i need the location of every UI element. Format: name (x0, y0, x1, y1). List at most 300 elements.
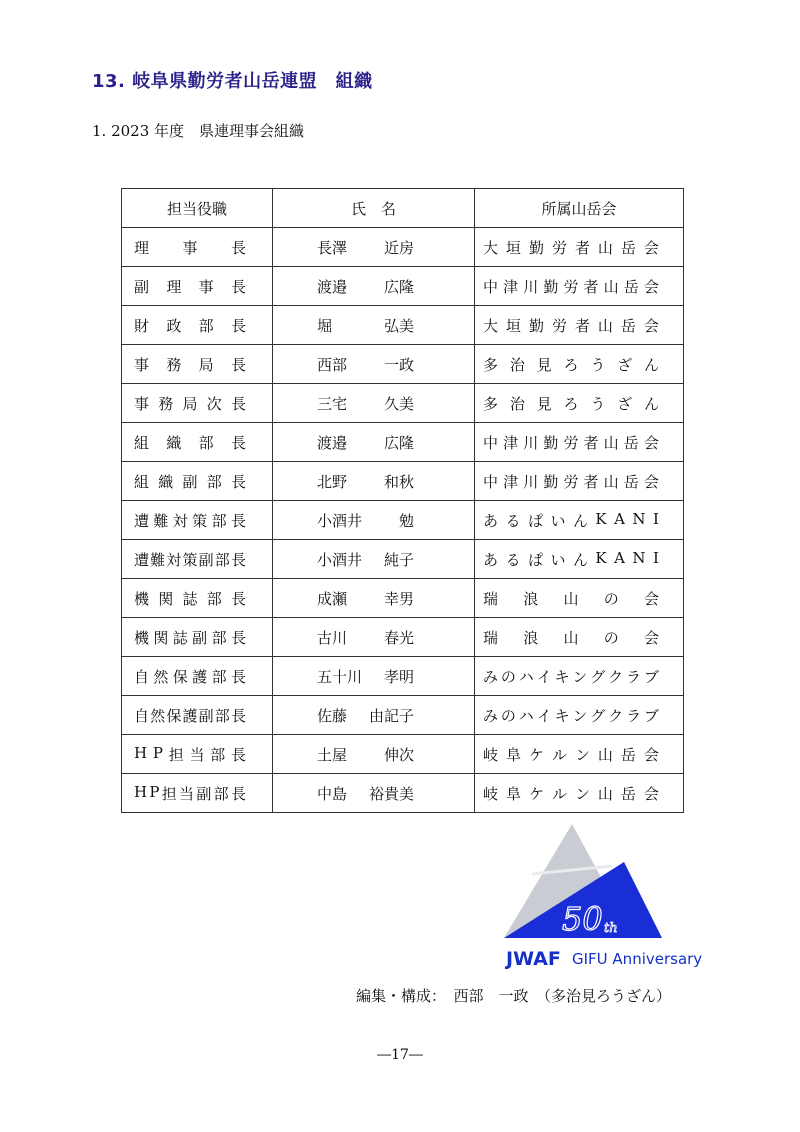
header-role: 担当役職 (122, 189, 273, 228)
table-row (122, 267, 684, 306)
role-glyph: 護 (182, 706, 198, 725)
role-glyph: 長 (230, 277, 246, 296)
logo-org-name: JWAF (506, 948, 561, 970)
club-glyph: N (632, 548, 646, 567)
cell-role (122, 657, 273, 696)
name-glyph: 純子 (383, 550, 414, 569)
role-glyph: P (152, 743, 163, 762)
cell-club (475, 579, 684, 618)
club-text (475, 315, 683, 336)
subtitle: 1. 2023 年度 県連理事会組織 (92, 122, 305, 140)
club-glyph: イ (536, 667, 552, 686)
club-glyph: 会 (643, 316, 659, 335)
club-glyph: ル (551, 745, 567, 764)
club-glyph: み (483, 667, 499, 686)
club-glyph: の (603, 628, 619, 647)
name-glyph: 広隆 (383, 277, 414, 296)
role-glyph: 副 (192, 628, 208, 647)
name-glyph: 久美 (383, 394, 414, 413)
role-glyph: H (134, 743, 148, 762)
table-row (122, 735, 684, 774)
club-glyph: 瑞 (483, 628, 499, 647)
name-glyph: 三宅 (317, 394, 348, 413)
club-glyph: 岳 (620, 238, 636, 257)
name-glyph: 北野 (317, 472, 348, 491)
cell-role (122, 462, 273, 501)
role-text (122, 237, 272, 258)
club-glyph: ル (551, 784, 567, 803)
table-body (122, 228, 684, 813)
name-text (273, 549, 474, 570)
club-glyph: 山 (597, 745, 613, 764)
cell-club (475, 384, 684, 423)
role-glyph: 護 (192, 667, 208, 686)
club-glyph: グ (590, 706, 606, 725)
cell-club (475, 267, 684, 306)
club-glyph: 労 (563, 433, 579, 452)
club-glyph: 山 (597, 316, 613, 335)
role-glyph: 誌 (172, 628, 188, 647)
role-glyph: 遭 (134, 550, 150, 569)
club-text (475, 666, 683, 687)
name-text (273, 510, 474, 531)
club-glyph: 垣 (505, 316, 521, 335)
logo-badge-suffix: th (604, 921, 618, 936)
club-glyph: ケ (528, 784, 544, 803)
role-glyph: 政 (166, 316, 182, 335)
name-glyph: 広隆 (383, 433, 414, 452)
club-glyph: 労 (551, 316, 567, 335)
club-glyph: 会 (643, 433, 659, 452)
club-glyph: の (603, 589, 619, 608)
role-glyph: 織 (158, 472, 174, 491)
club-glyph: 阜 (505, 784, 521, 803)
role-text (122, 627, 272, 648)
table-header-row (122, 189, 684, 228)
club-glyph: 津 (503, 472, 519, 491)
cell-name (273, 774, 475, 813)
name-glyph: 裕貴美 (368, 784, 414, 803)
table-row (122, 657, 684, 696)
table-row (122, 384, 684, 423)
role-glyph: 組 (134, 472, 150, 491)
role-glyph: 長 (230, 238, 246, 257)
role-glyph: 誌 (182, 589, 198, 608)
role-glyph: 長 (230, 706, 246, 725)
name-glyph: 和秋 (383, 472, 414, 491)
club-glyph: あ (483, 511, 499, 530)
club-glyph: 山 (603, 277, 619, 296)
cell-name (273, 228, 475, 267)
table-row (122, 345, 684, 384)
role-glyph: P (149, 782, 160, 801)
cell-club (475, 345, 684, 384)
role-text (122, 393, 272, 414)
role-glyph: 難 (150, 550, 166, 569)
club-glyph: 多 (483, 355, 499, 374)
cell-role (122, 306, 273, 345)
cell-club (475, 735, 684, 774)
name-glyph: 春光 (383, 628, 414, 647)
club-glyph: ブ (643, 706, 659, 725)
name-glyph: 佐藤 (317, 706, 348, 725)
club-glyph: ん (643, 394, 659, 413)
role-glyph: 保 (172, 667, 188, 686)
name-glyph: 一政 (383, 355, 414, 374)
name-text (273, 744, 474, 765)
club-glyph: 中 (483, 433, 499, 452)
cell-name (273, 618, 475, 657)
role-glyph: 長 (230, 355, 246, 374)
club-glyph: I (653, 548, 659, 567)
role-glyph: 長 (230, 550, 246, 569)
role-text (122, 471, 272, 492)
role-text (122, 783, 272, 804)
club-glyph: ケ (528, 745, 544, 764)
name-text (273, 588, 474, 609)
club-glyph: ざ (617, 394, 633, 413)
role-glyph: 部 (210, 745, 226, 764)
role-text (122, 276, 272, 297)
club-text (475, 588, 683, 609)
club-glyph: ラ (626, 706, 642, 725)
name-glyph: 土屋 (317, 745, 348, 764)
cell-role (122, 540, 273, 579)
club-glyph: ろ (563, 355, 579, 374)
club-glyph: う (590, 394, 606, 413)
name-glyph: 伸次 (383, 745, 414, 764)
name-glyph: 弘美 (383, 316, 414, 335)
role-glyph: 策 (192, 511, 208, 530)
role-glyph: 長 (230, 784, 246, 803)
role-glyph: 関 (153, 628, 169, 647)
club-glyph: 見 (536, 394, 552, 413)
role-glyph: 関 (158, 589, 174, 608)
cell-name (273, 657, 475, 696)
name-glyph: 長澤 (317, 238, 348, 257)
club-text (475, 471, 683, 492)
role-glyph: 担 (168, 745, 184, 764)
role-glyph: 次 (206, 394, 222, 413)
club-glyph: 労 (551, 238, 567, 257)
club-glyph: ぱ (527, 511, 543, 530)
role-glyph: 部 (214, 706, 230, 725)
cell-name (273, 696, 475, 735)
role-text (122, 354, 272, 375)
name-text (273, 627, 474, 648)
club-glyph: ブ (643, 667, 659, 686)
club-glyph: 川 (523, 277, 539, 296)
cell-role (122, 501, 273, 540)
table-row (122, 501, 684, 540)
name-glyph: 渡邉 (317, 277, 348, 296)
club-glyph: い (550, 550, 566, 569)
club-glyph: ハ (518, 667, 534, 686)
cell-role (122, 345, 273, 384)
club-glyph: ろ (563, 394, 579, 413)
club-glyph: の (500, 667, 516, 686)
club-glyph: 山 (597, 238, 613, 257)
role-glyph: 事 (134, 394, 150, 413)
role-glyph: 担 (161, 784, 177, 803)
name-text (273, 666, 474, 687)
role-glyph: 部 (213, 784, 229, 803)
name-text (273, 705, 474, 726)
role-glyph: 当 (179, 784, 195, 803)
club-glyph: キ (554, 706, 570, 725)
club-glyph: 中 (483, 277, 499, 296)
club-glyph: み (483, 706, 499, 725)
club-text (475, 393, 683, 414)
role-glyph: 務 (166, 355, 182, 374)
role-glyph: 部 (211, 667, 227, 686)
club-text (475, 783, 683, 804)
table-row (122, 696, 684, 735)
role-glyph: 副 (134, 277, 150, 296)
name-glyph: 孝明 (383, 667, 414, 686)
role-glyph: 対 (166, 550, 182, 569)
club-glyph: 会 (643, 238, 659, 257)
club-glyph: 労 (563, 277, 579, 296)
name-glyph: 五十川 (317, 667, 363, 686)
club-glyph: ん (643, 355, 659, 374)
club-glyph: ン (572, 667, 588, 686)
cell-name (273, 345, 475, 384)
role-text (122, 315, 272, 336)
club-glyph: グ (590, 667, 606, 686)
role-glyph: 遭 (134, 511, 150, 530)
club-glyph: 浪 (523, 589, 539, 608)
club-text (475, 510, 683, 531)
name-text (273, 354, 474, 375)
jwaf-50th-logo (502, 822, 722, 972)
role-glyph: 部 (211, 511, 227, 530)
cell-role (122, 423, 273, 462)
role-glyph: 局 (198, 355, 214, 374)
club-glyph: 治 (509, 355, 525, 374)
club-glyph: 浪 (523, 628, 539, 647)
club-glyph: 多 (483, 394, 499, 413)
cell-role (122, 696, 273, 735)
name-text (273, 237, 474, 258)
role-glyph: 務 (158, 394, 174, 413)
club-glyph: 岳 (620, 745, 636, 764)
role-glyph: 対 (172, 511, 188, 530)
club-glyph: 会 (643, 472, 659, 491)
role-text (122, 666, 272, 687)
role-glyph: 自 (134, 706, 150, 725)
club-glyph: 岳 (623, 472, 639, 491)
role-text (122, 705, 272, 726)
club-glyph: 勤 (528, 316, 544, 335)
role-glyph: 部 (206, 589, 222, 608)
club-glyph: 川 (523, 472, 539, 491)
cell-role (122, 579, 273, 618)
club-glyph: 会 (643, 745, 659, 764)
role-glyph: 長 (230, 589, 246, 608)
role-glyph: 理 (166, 277, 182, 296)
club-glyph: ん (572, 550, 588, 569)
club-glyph: 者 (583, 472, 599, 491)
club-glyph: 岳 (623, 433, 639, 452)
club-glyph: ん (572, 511, 588, 530)
role-glyph: 長 (230, 433, 246, 452)
club-glyph: 勤 (528, 238, 544, 257)
role-glyph: 長 (230, 472, 246, 491)
cell-club (475, 618, 684, 657)
header-club: 所属山岳会 (475, 189, 684, 228)
cell-club (475, 228, 684, 267)
club-glyph: 者 (574, 238, 590, 257)
role-glyph: 事 (134, 355, 150, 374)
club-glyph: 大 (483, 316, 499, 335)
role-glyph: 財 (134, 316, 150, 335)
club-glyph: 岐 (483, 745, 499, 764)
club-text (475, 237, 683, 258)
club-glyph: A (614, 548, 625, 567)
club-glyph: ン (574, 784, 590, 803)
club-glyph: 会 (643, 589, 659, 608)
cell-role (122, 267, 273, 306)
cell-name (273, 735, 475, 774)
name-glyph: 小酒井 (317, 511, 363, 530)
cell-role (122, 618, 273, 657)
logo-badge-number: 50 (562, 900, 603, 938)
club-glyph: 者 (574, 316, 590, 335)
logo-caption: GIFU Anniversary (572, 950, 703, 968)
cell-name (273, 540, 475, 579)
table-row (122, 306, 684, 345)
cell-club (475, 306, 684, 345)
table-row (122, 423, 684, 462)
name-glyph: 幸男 (383, 589, 414, 608)
name-glyph: 堀 (317, 316, 333, 335)
cell-club (475, 696, 684, 735)
club-glyph: る (505, 550, 521, 569)
role-glyph: 機 (134, 628, 150, 647)
club-text (475, 276, 683, 297)
role-glyph: 局 (182, 394, 198, 413)
role-glyph: 事 (182, 238, 198, 257)
club-glyph: る (505, 511, 521, 530)
club-glyph: 者 (583, 277, 599, 296)
club-glyph: ラ (626, 667, 642, 686)
club-glyph: 会 (643, 277, 659, 296)
role-glyph: 長 (230, 394, 246, 413)
cell-name (273, 462, 475, 501)
cell-name (273, 501, 475, 540)
cell-club (475, 540, 684, 579)
table-row (122, 228, 684, 267)
club-text (475, 432, 683, 453)
role-text (122, 549, 272, 570)
cell-name (273, 579, 475, 618)
section-title: 13. 岐阜県勤労者山岳連盟 組織 (92, 71, 373, 92)
club-glyph: の (500, 706, 516, 725)
club-glyph: 山 (563, 589, 579, 608)
club-glyph: K (595, 509, 607, 528)
club-glyph: 阜 (505, 745, 521, 764)
club-glyph: 山 (597, 784, 613, 803)
club-glyph: 会 (643, 784, 659, 803)
club-text (475, 705, 683, 726)
club-glyph: 労 (563, 472, 579, 491)
cell-role (122, 735, 273, 774)
role-glyph: 部 (198, 433, 214, 452)
name-glyph: 中島 (317, 784, 348, 803)
role-glyph: 然 (153, 667, 169, 686)
role-text (122, 510, 272, 531)
role-text (122, 744, 272, 765)
club-text (475, 627, 683, 648)
name-text (273, 783, 474, 804)
club-glyph: ン (574, 745, 590, 764)
cell-role (122, 384, 273, 423)
name-text (273, 315, 474, 336)
table-row (122, 618, 684, 657)
club-glyph: 中 (483, 472, 499, 491)
cell-club (475, 501, 684, 540)
club-glyph: 者 (583, 433, 599, 452)
club-glyph: 山 (603, 472, 619, 491)
club-glyph: 治 (509, 394, 525, 413)
cell-club (475, 462, 684, 501)
club-glyph: A (614, 509, 625, 528)
club-glyph: 勤 (543, 277, 559, 296)
club-glyph: 大 (483, 238, 499, 257)
table-row (122, 540, 684, 579)
club-text (475, 744, 683, 765)
club-glyph: 津 (503, 433, 519, 452)
cell-club (475, 423, 684, 462)
role-glyph: 難 (153, 511, 169, 530)
club-glyph: 会 (643, 628, 659, 647)
name-glyph: 渡邉 (317, 433, 348, 452)
role-glyph: 部 (214, 550, 230, 569)
role-glyph: 長 (230, 316, 246, 335)
role-glyph: 織 (166, 433, 182, 452)
role-glyph: 部 (211, 628, 227, 647)
club-glyph: I (653, 509, 659, 528)
role-glyph: 長 (230, 667, 246, 686)
header-name: 氏 名 (273, 189, 475, 228)
name-glyph: 由記子 (368, 706, 414, 725)
table-row (122, 462, 684, 501)
role-glyph: 副 (198, 706, 214, 725)
club-text (475, 549, 683, 570)
club-glyph: 勤 (543, 433, 559, 452)
role-glyph: H (134, 782, 148, 801)
role-glyph: 長 (230, 745, 246, 764)
role-glyph: 然 (150, 706, 166, 725)
cell-name (273, 423, 475, 462)
club-glyph: 見 (536, 355, 552, 374)
club-glyph: N (632, 509, 646, 528)
club-glyph: ン (572, 706, 588, 725)
club-glyph: 瑞 (483, 589, 499, 608)
table-row (122, 579, 684, 618)
table-row (122, 774, 684, 813)
name-glyph: 西部 (317, 355, 348, 374)
club-glyph: 岐 (483, 784, 499, 803)
club-glyph: 岳 (620, 316, 636, 335)
club-glyph: ぱ (527, 550, 543, 569)
role-glyph: 部 (206, 472, 222, 491)
role-glyph: 長 (230, 628, 246, 647)
name-text (273, 393, 474, 414)
cell-club (475, 657, 684, 696)
club-glyph: ハ (518, 706, 534, 725)
